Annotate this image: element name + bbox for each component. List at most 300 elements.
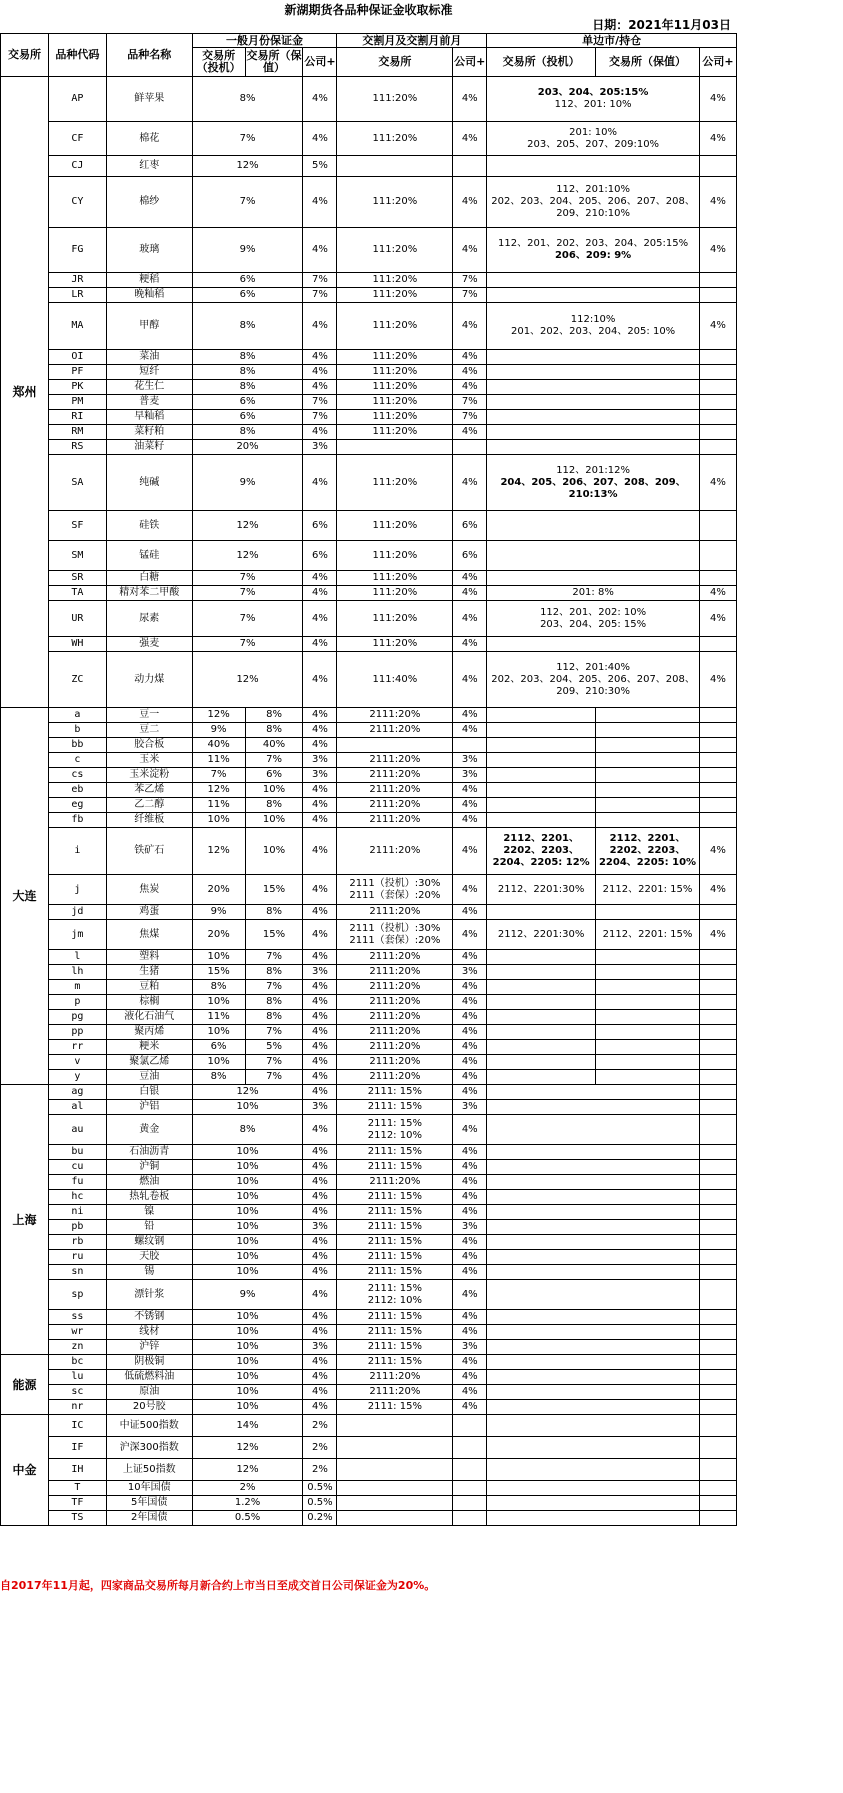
code-cell: RS [48, 440, 106, 455]
unilateral-hedge-cell [596, 1040, 700, 1055]
code-cell: PK [48, 380, 106, 395]
header-delivery-month: 交割月及交割月前月 [337, 34, 487, 48]
table-row [1, 738, 737, 753]
delivery-company-cell: 4% [453, 303, 487, 350]
name-cell: 20号胶 [106, 1400, 192, 1415]
code-cell: ag [48, 1085, 106, 1100]
general-margin-cell: 10% [192, 1400, 303, 1415]
general-spec-cell: 40% [192, 738, 245, 753]
general-company-cell: 4% [303, 350, 337, 365]
unilateral-spec-cell [487, 1070, 596, 1085]
code-cell: cs [48, 768, 106, 783]
code-cell: CY [48, 177, 106, 228]
code-cell: ru [48, 1250, 106, 1265]
delivery-company-cell: 4% [453, 1160, 487, 1175]
code-cell: al [48, 1100, 106, 1115]
general-margin-cell: 9% [192, 228, 303, 273]
delivery-company-cell: 4% [453, 571, 487, 586]
unilateral-company-cell [699, 1370, 736, 1385]
general-margin-cell: 2% [192, 1481, 303, 1496]
name-cell: 短纤 [106, 365, 192, 380]
table-row [1, 440, 737, 455]
unilateral-line: 112、201:12% [556, 464, 630, 476]
unilateral-cell [487, 440, 700, 455]
unilateral-cell [487, 1265, 700, 1280]
general-margin-cell: 10% [192, 1250, 303, 1265]
code-cell: cu [48, 1160, 106, 1175]
delivery-company-cell: 4% [453, 425, 487, 440]
name-cell: 不锈钢 [106, 1310, 192, 1325]
code-cell: MA [48, 303, 106, 350]
table-row [1, 813, 737, 828]
delivery-company-cell [453, 1481, 487, 1496]
name-cell: 粳米 [106, 1040, 192, 1055]
code-cell: SF [48, 511, 106, 541]
general-company-cell: 4% [303, 813, 337, 828]
table-row [1, 1010, 737, 1025]
unilateral-cell [487, 1511, 700, 1526]
general-company-cell: 7% [303, 395, 337, 410]
general-hedge-cell: 8% [245, 798, 303, 813]
code-cell: hc [48, 1190, 106, 1205]
delivery-exchange-cell: 2111:20% [337, 1175, 453, 1190]
unilateral-company-cell [699, 1265, 736, 1280]
unilateral-cell [487, 395, 700, 410]
delivery-exchange-cell: 2111:20% [337, 1025, 453, 1040]
general-company-cell: 4% [303, 1205, 337, 1220]
unilateral-company-cell: 4% [699, 177, 736, 228]
table-row [1, 380, 737, 395]
unilateral-company-cell [699, 1160, 736, 1175]
unilateral-cell [487, 1085, 700, 1100]
delivery-company-cell: 7% [453, 410, 487, 425]
general-company-cell: 4% [303, 1235, 337, 1250]
code-cell: CJ [48, 156, 106, 177]
table-row [1, 1511, 737, 1526]
delivery-company-cell [453, 1459, 487, 1481]
unilateral-cell [487, 1220, 700, 1235]
delivery-company-cell: 4% [453, 1055, 487, 1070]
table-row [1, 228, 737, 273]
table-row [1, 1025, 737, 1040]
general-margin-cell: 7% [192, 177, 303, 228]
general-company-cell: 7% [303, 288, 337, 303]
table-row [1, 828, 737, 875]
unilateral-hedge-cell [596, 753, 700, 768]
unilateral-line: 203、204、205: 15% [540, 618, 647, 630]
unilateral-line: 2112、2201: 15% [602, 883, 693, 895]
unilateral-line: 112、201、202: 10% [540, 606, 647, 618]
general-company-cell: 4% [303, 875, 337, 905]
name-cell: 早籼稻 [106, 410, 192, 425]
unilateral-company-cell [699, 950, 736, 965]
delivery-company-cell: 4% [453, 77, 487, 122]
code-cell: T [48, 1481, 106, 1496]
unilateral-spec-cell [487, 980, 596, 995]
unilateral-company-cell: 4% [699, 586, 736, 601]
table-row [1, 1250, 737, 1265]
delivery-company-cell: 4% [453, 1085, 487, 1100]
general-margin-cell: 8% [192, 350, 303, 365]
table-row [1, 798, 737, 813]
general-spec-cell: 10% [192, 950, 245, 965]
unilateral-cell [487, 571, 700, 586]
exchange-cell: 中金 [1, 1415, 49, 1526]
delivery-exchange-cell: 2111:20% [337, 708, 453, 723]
unilateral-cell [487, 541, 700, 571]
general-margin-cell: 7% [192, 571, 303, 586]
code-cell: IF [48, 1437, 106, 1459]
general-company-cell: 4% [303, 1310, 337, 1325]
unilateral-company-cell [699, 1496, 736, 1511]
general-company-cell: 3% [303, 1220, 337, 1235]
name-cell: 阴极铜 [106, 1355, 192, 1370]
delivery-company-cell: 4% [453, 586, 487, 601]
delivery-company-cell: 4% [453, 1070, 487, 1085]
code-cell: pg [48, 1010, 106, 1025]
unilateral-spec-cell [487, 1040, 596, 1055]
general-company-cell: 5% [303, 156, 337, 177]
table-row [1, 511, 737, 541]
general-company-cell: 4% [303, 905, 337, 920]
code-cell: CF [48, 122, 106, 156]
delivery-exchange-cell: 2111:20% [337, 1040, 453, 1055]
unilateral-line: 112、201、202、203、204、205:15% [498, 238, 689, 249]
unilateral-spec-cell [487, 1010, 596, 1025]
name-cell: 铅 [106, 1220, 192, 1235]
header-unilateral-spec: 交易所（投机） [487, 48, 596, 77]
date-label: 日期：2021年11月03日 [592, 18, 731, 32]
delivery-exchange-cell: 2111: 15% [337, 1145, 453, 1160]
delivery-exchange-cell: 2111:20% [337, 1070, 453, 1085]
general-spec-cell: 9% [192, 723, 245, 738]
table-row [1, 365, 737, 380]
delivery-company-cell: 4% [453, 350, 487, 365]
general-company-cell: 6% [303, 511, 337, 541]
general-margin-cell: 7% [192, 586, 303, 601]
delivery-exchange-cell: 2111:20% [337, 965, 453, 980]
name-cell: 棕榈 [106, 995, 192, 1010]
unilateral-cell [487, 1115, 700, 1145]
header-exchange: 交易所 [1, 34, 49, 77]
table-row [1, 1145, 737, 1160]
general-hedge-cell: 8% [245, 1010, 303, 1025]
unilateral-company-cell [699, 723, 736, 738]
name-cell: 石油沥青 [106, 1145, 192, 1160]
delivery-company-cell: 4% [453, 1310, 487, 1325]
unilateral-line: 201: 8% [572, 587, 614, 598]
unilateral-hedge-cell [596, 708, 700, 723]
table-row [1, 1040, 737, 1055]
unilateral-company-cell [699, 783, 736, 798]
unilateral-line: 206、209: 9% [554, 250, 632, 261]
delivery-exchange-cell: 111:20% [337, 541, 453, 571]
unilateral-company-cell [699, 905, 736, 920]
delivery-exchange-cell [337, 1115, 453, 1145]
general-hedge-cell: 7% [245, 753, 303, 768]
delivery-line: 2111（套保）:20% [349, 934, 441, 946]
name-cell: 锡 [106, 1265, 192, 1280]
general-hedge-cell: 10% [245, 828, 303, 875]
general-hedge-cell: 6% [245, 768, 303, 783]
name-cell: 硅铁 [106, 511, 192, 541]
table-row [1, 273, 737, 288]
general-hedge-cell: 7% [245, 1025, 303, 1040]
delivery-company-cell: 4% [453, 1145, 487, 1160]
unilateral-company-cell [699, 1385, 736, 1400]
unilateral-cell [487, 77, 700, 122]
general-margin-cell: 7% [192, 601, 303, 637]
code-cell: pb [48, 1220, 106, 1235]
unilateral-company-cell [699, 1355, 736, 1370]
general-margin-cell: 8% [192, 425, 303, 440]
general-hedge-cell: 8% [245, 995, 303, 1010]
table-row [1, 1055, 737, 1070]
general-company-cell: 4% [303, 783, 337, 798]
delivery-company-cell: 4% [453, 601, 487, 637]
general-company-cell: 4% [303, 1115, 337, 1145]
delivery-exchange-cell [337, 1496, 453, 1511]
name-cell: 花生仁 [106, 380, 192, 395]
unilateral-hedge-cell [596, 798, 700, 813]
general-company-cell: 4% [303, 228, 337, 273]
exchange-cell: 能源 [1, 1355, 49, 1415]
delivery-exchange-cell [337, 1437, 453, 1459]
general-company-cell: 4% [303, 1385, 337, 1400]
table-row [1, 1481, 737, 1496]
unilateral-line: 2204、2205: 10% [598, 857, 697, 868]
name-cell: 菜油 [106, 350, 192, 365]
delivery-exchange-cell: 2111:20% [337, 905, 453, 920]
name-cell: 热轧卷板 [106, 1190, 192, 1205]
code-cell: l [48, 950, 106, 965]
unilateral-company-cell: 4% [699, 228, 736, 273]
unilateral-cell [487, 1437, 700, 1459]
general-hedge-cell: 40% [245, 738, 303, 753]
unilateral-company-cell: 4% [699, 455, 736, 511]
name-cell: 塑料 [106, 950, 192, 965]
unilateral-hedge-cell [596, 950, 700, 965]
unilateral-spec-cell [487, 783, 596, 798]
unilateral-cell [487, 1235, 700, 1250]
name-cell: 豆粕 [106, 980, 192, 995]
general-company-cell: 3% [303, 965, 337, 980]
unilateral-company-cell: 4% [699, 122, 736, 156]
unilateral-company-cell: 4% [699, 875, 736, 905]
general-margin-cell: 1.2% [192, 1496, 303, 1511]
general-hedge-cell: 15% [245, 920, 303, 950]
general-spec-cell: 11% [192, 798, 245, 813]
unilateral-company-cell [699, 1100, 736, 1115]
general-hedge-cell: 7% [245, 1055, 303, 1070]
name-cell: 鸡蛋 [106, 905, 192, 920]
general-margin-cell: 10% [192, 1160, 303, 1175]
unilateral-company-cell [699, 350, 736, 365]
delivery-company-cell: 4% [453, 875, 487, 905]
table-row [1, 601, 737, 637]
general-margin-cell: 10% [192, 1100, 303, 1115]
delivery-company-cell [453, 156, 487, 177]
delivery-company-cell: 4% [453, 1400, 487, 1415]
delivery-line: 2111（投机）:30% [349, 877, 441, 889]
unilateral-line: 112、201: 10% [554, 99, 632, 110]
unilateral-hedge-cell [596, 738, 700, 753]
unilateral-line: 2112、2201:30% [497, 928, 585, 940]
general-company-cell: 4% [303, 1175, 337, 1190]
delivery-company-cell: 4% [453, 1265, 487, 1280]
general-company-cell: 4% [303, 738, 337, 753]
delivery-company-cell: 4% [453, 813, 487, 828]
header-general-spec: 交易所（投机） [192, 48, 245, 77]
unilateral-hedge-cell [596, 995, 700, 1010]
unilateral-company-cell [699, 410, 736, 425]
delivery-exchange-cell: 111:20% [337, 380, 453, 395]
name-cell: 玻璃 [106, 228, 192, 273]
unilateral-company-cell [699, 1115, 736, 1145]
name-cell: 聚氯乙烯 [106, 1055, 192, 1070]
delivery-line: 2112: 10% [367, 1294, 422, 1306]
general-company-cell: 4% [303, 1250, 337, 1265]
unilateral-company-cell [699, 1010, 736, 1025]
general-hedge-cell: 8% [245, 723, 303, 738]
delivery-company-cell: 4% [453, 1115, 487, 1145]
general-margin-cell: 7% [192, 122, 303, 156]
table-row [1, 1160, 737, 1175]
code-cell: nr [48, 1400, 106, 1415]
delivery-exchange-cell: 2111: 15% [337, 1355, 453, 1370]
unilateral-spec-cell [487, 798, 596, 813]
code-cell: rb [48, 1235, 106, 1250]
delivery-exchange-cell: 2111:20% [337, 783, 453, 798]
unilateral-cell [487, 601, 700, 637]
general-margin-cell: 8% [192, 365, 303, 380]
general-company-cell: 4% [303, 1400, 337, 1415]
header-general-company: 公司+ [303, 48, 337, 77]
code-cell: TF [48, 1496, 106, 1511]
delivery-exchange-cell: 2111:20% [337, 753, 453, 768]
code-cell: wr [48, 1325, 106, 1340]
general-margin-cell: 10% [192, 1190, 303, 1205]
unilateral-spec-cell [487, 723, 596, 738]
general-company-cell: 4% [303, 425, 337, 440]
code-cell: OI [48, 350, 106, 365]
code-cell: RM [48, 425, 106, 440]
delivery-company-cell: 3% [453, 1100, 487, 1115]
unilateral-cell [487, 1190, 700, 1205]
delivery-company-cell: 3% [453, 768, 487, 783]
unilateral-line: 2112、2201:30% [497, 883, 585, 895]
general-margin-cell: 14% [192, 1415, 303, 1437]
unilateral-hedge-cell [596, 920, 700, 950]
general-margin-cell: 12% [192, 541, 303, 571]
delivery-exchange-cell: 111:20% [337, 303, 453, 350]
delivery-exchange-cell: 111:20% [337, 350, 453, 365]
general-company-cell: 4% [303, 122, 337, 156]
unilateral-company-cell [699, 1459, 736, 1481]
unilateral-cell [487, 637, 700, 652]
unilateral-cell [487, 1496, 700, 1511]
code-cell: b [48, 723, 106, 738]
delivery-exchange-cell: 2111:20% [337, 1055, 453, 1070]
unilateral-cell [487, 1175, 700, 1190]
unilateral-company-cell: 4% [699, 652, 736, 708]
code-cell: sc [48, 1385, 106, 1400]
unilateral-hedge-cell [596, 980, 700, 995]
unilateral-cell [487, 1100, 700, 1115]
name-cell: 聚丙烯 [106, 1025, 192, 1040]
delivery-exchange-cell: 2111: 15% [337, 1235, 453, 1250]
general-spec-cell: 11% [192, 1010, 245, 1025]
delivery-company-cell: 4% [453, 1235, 487, 1250]
name-cell: 动力煤 [106, 652, 192, 708]
name-cell: 玉米淀粉 [106, 768, 192, 783]
general-margin-cell: 10% [192, 1310, 303, 1325]
table-row [1, 1205, 737, 1220]
delivery-exchange-cell: 111:20% [337, 601, 453, 637]
delivery-exchange-cell: 111:20% [337, 637, 453, 652]
general-margin-cell: 10% [192, 1145, 303, 1160]
unilateral-line: 209、210:30% [556, 685, 630, 697]
general-company-cell: 4% [303, 1040, 337, 1055]
unilateral-company-cell [699, 1055, 736, 1070]
table-row [1, 1415, 737, 1437]
unilateral-company-cell: 4% [699, 601, 736, 637]
table-row [1, 723, 737, 738]
unilateral-company-cell [699, 1175, 736, 1190]
header-unilateral-company: 公司+ [699, 48, 736, 77]
general-company-cell: 4% [303, 828, 337, 875]
general-company-cell: 7% [303, 273, 337, 288]
general-company-cell: 4% [303, 950, 337, 965]
general-hedge-cell: 7% [245, 950, 303, 965]
general-spec-cell: 12% [192, 783, 245, 798]
name-cell: 镍 [106, 1205, 192, 1220]
table-row [1, 1070, 737, 1085]
unilateral-cell [487, 1340, 700, 1355]
general-spec-cell: 10% [192, 995, 245, 1010]
name-cell: 玉米 [106, 753, 192, 768]
unilateral-cell [487, 1481, 700, 1496]
general-company-cell: 4% [303, 601, 337, 637]
delivery-line: 2112: 10% [367, 1129, 422, 1141]
delivery-exchange-cell [337, 1511, 453, 1526]
name-cell: 沪深300指数 [106, 1437, 192, 1459]
unilateral-company-cell [699, 813, 736, 828]
name-cell: 棉纱 [106, 177, 192, 228]
unilateral-spec-cell [487, 920, 596, 950]
unilateral-company-cell [699, 1070, 736, 1085]
delivery-company-cell: 6% [453, 541, 487, 571]
unilateral-cell [487, 1385, 700, 1400]
unilateral-cell [487, 273, 700, 288]
name-cell: 燃油 [106, 1175, 192, 1190]
header-general-month: 一般月份保证金 [192, 34, 337, 48]
general-margin-cell: 8% [192, 77, 303, 122]
table-row [1, 1220, 737, 1235]
delivery-company-cell: 4% [453, 828, 487, 875]
unilateral-spec-cell [487, 813, 596, 828]
general-company-cell: 3% [303, 1100, 337, 1115]
general-company-cell: 4% [303, 652, 337, 708]
general-margin-cell: 12% [192, 511, 303, 541]
unilateral-company-cell [699, 980, 736, 995]
table-row [1, 980, 737, 995]
general-company-cell: 4% [303, 980, 337, 995]
name-cell: 豆一 [106, 708, 192, 723]
delivery-company-cell: 4% [453, 1250, 487, 1265]
name-cell: 中证500指数 [106, 1415, 192, 1437]
header-delivery-exchange: 交易所 [337, 48, 453, 77]
